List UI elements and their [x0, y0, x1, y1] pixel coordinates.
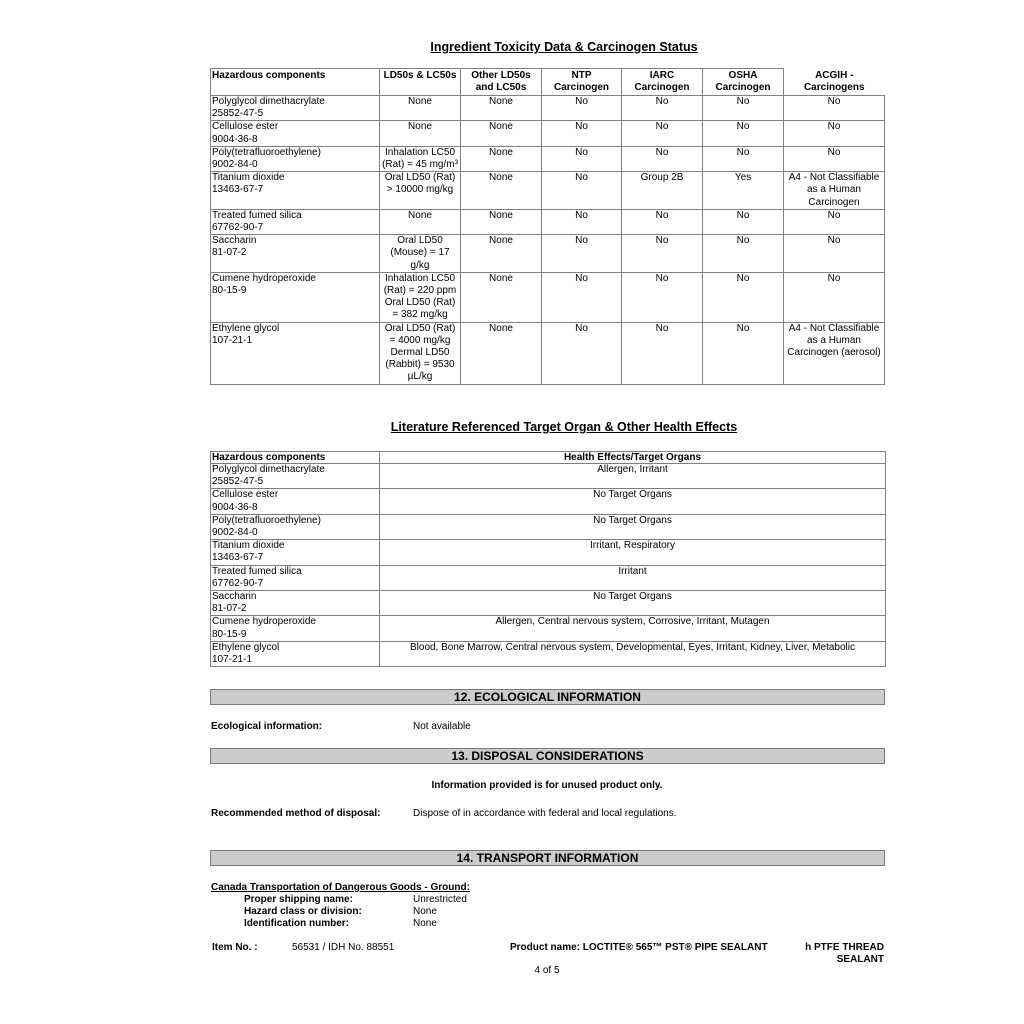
- ntp-cell: No: [542, 96, 622, 121]
- component-cas-number: 81-07-2: [212, 603, 247, 615]
- health-effects-cell: Blood, Bone Marrow, Central nervous system, Developmental, Eyes, Irritant, Kidney, Liver, Metabolic: [380, 641, 886, 666]
- component-cell: [211, 565, 380, 590]
- other-ld50-cell: None: [461, 209, 542, 234]
- health-effects-cell: Irritant: [380, 565, 886, 590]
- component-cas-number: 107-21-1: [212, 654, 253, 666]
- footer-product-name: Product name: LOCTITE® 565™ PST® PIPE SEALANT: [510, 942, 768, 953]
- component-cell: [211, 464, 380, 489]
- toxicity-table-row: [211, 209, 885, 234]
- component-cell: [211, 121, 380, 146]
- component-name: Ethylene glycol: [212, 322, 280, 334]
- component-cell: [211, 514, 380, 539]
- ld50-cell: None: [380, 121, 461, 146]
- health-effects-cell: No Target Organs: [380, 489, 886, 514]
- ntp-cell: No: [542, 322, 622, 384]
- component-cas-number: 80-15-9: [212, 285, 247, 297]
- health-table-row: [211, 540, 886, 565]
- health-table-row: [211, 591, 886, 616]
- health-effects-cell: Allergen, Irritant: [380, 464, 886, 489]
- toxicity-table-row: [211, 96, 885, 121]
- iarc-cell: Group 2B: [622, 172, 703, 210]
- component-name: Treated fumed silica: [212, 209, 302, 221]
- component-cell: [211, 272, 380, 322]
- toxicity-section-title: Ingredient Toxicity Data & Carcinogen Status: [430, 40, 698, 54]
- component-cell: [211, 591, 380, 616]
- health-section-title: Literature Referenced Target Organ & Other Health Effects: [390, 420, 738, 434]
- health-table-row: [211, 565, 886, 590]
- footer-item-value: 56531 / IDH No. 88551: [292, 942, 395, 953]
- ld50-cell: Oral LD50 (Rat) = 4000 mg/kg Dermal LD50 (Rabbit) = 9530 µL/kg: [380, 322, 461, 384]
- component-name: Polyglycol dimethacrylate: [212, 464, 325, 475]
- component-cell: [211, 641, 380, 666]
- other-ld50-cell: None: [461, 146, 542, 171]
- section-heading-ecological: 12. ECOLOGICAL INFORMATION: [210, 689, 885, 705]
- osha-cell: Yes: [703, 172, 784, 210]
- component-cell: [211, 489, 380, 514]
- health-table-row: [211, 641, 886, 666]
- disposal-method-label: Recommended method of disposal:: [211, 808, 381, 819]
- component-name: Ethylene glycol: [212, 641, 280, 653]
- iarc-cell: No: [622, 272, 703, 322]
- health-table-row: [211, 489, 886, 514]
- osha-cell: No: [703, 96, 784, 121]
- component-name: Polyglycol dimethacrylate: [212, 96, 325, 107]
- footer-product-suffix-2: SEALANT: [836, 954, 884, 965]
- col-header-components: Hazardous components: [211, 69, 380, 96]
- ld50-cell: None: [380, 209, 461, 234]
- health-effects-cell: Allergen, Central nervous system, Corrosive, Irritant, Mutagen: [380, 616, 886, 641]
- iarc-cell: No: [622, 121, 703, 146]
- shipping-name-label: Proper shipping name:: [244, 894, 353, 905]
- osha-cell: No: [703, 146, 784, 171]
- identification-number-label: Identification number:: [244, 918, 349, 929]
- ld50-cell: Inhalation LC50 (Rat) = 45 mg/m³: [380, 146, 461, 171]
- acgih-cell: No: [784, 272, 885, 322]
- component-name: Treated fumed silica: [212, 565, 302, 577]
- health-effects-cell: Irritant, Respiratory: [380, 540, 886, 565]
- toxicity-table-row: [211, 272, 885, 322]
- ntp-cell: No: [542, 172, 622, 210]
- component-cell: [211, 209, 380, 234]
- col-header-health-effects: Health Effects/Target Organs: [380, 452, 886, 464]
- other-ld50-cell: None: [461, 172, 542, 210]
- health-effects-cell: No Target Organs: [380, 514, 886, 539]
- component-cas-number: 13463-67-7: [212, 552, 264, 564]
- acgih-cell: A4 - Not Classifiable as a Human Carcinogen: [784, 172, 885, 210]
- col-header-components: Hazardous components: [211, 452, 380, 464]
- acgih-cell: No: [784, 121, 885, 146]
- footer-item-label: Item No. :: [212, 942, 258, 953]
- component-cas-number: 80-15-9: [212, 628, 247, 640]
- ntp-cell: No: [542, 209, 622, 234]
- component-cell: [211, 172, 380, 210]
- component-cell: [211, 235, 380, 273]
- component-name: Cumene hydroperoxide: [212, 272, 316, 284]
- component-name: Cellulose ester: [212, 121, 279, 133]
- health-effects-cell: No Target Organs: [380, 591, 886, 616]
- ld50-cell: Oral LD50 (Mouse) = 17 g/kg: [380, 235, 461, 273]
- col-header-acgih: ACGIH - Carcinogens: [784, 69, 885, 96]
- osha-cell: No: [703, 322, 784, 384]
- health-table-row: [211, 464, 886, 489]
- toxicity-table-row: [211, 121, 885, 146]
- other-ld50-cell: None: [461, 235, 542, 273]
- other-ld50-cell: None: [461, 96, 542, 121]
- component-cell: [211, 146, 380, 171]
- acgih-cell: No: [784, 209, 885, 234]
- ntp-cell: No: [542, 146, 622, 171]
- component-cell: [211, 96, 380, 121]
- component-cas-number: 25852-47-5: [212, 476, 264, 488]
- ld50-cell: None: [380, 96, 461, 121]
- component-name: Cellulose ester: [212, 489, 279, 501]
- component-cas-number: 107-21-1: [212, 334, 253, 346]
- hazard-class-label: Hazard class or division:: [244, 906, 362, 917]
- shipping-name-value: Unrestricted: [413, 894, 467, 905]
- acgih-cell: No: [784, 96, 885, 121]
- acgih-cell: A4 - Not Classifiable as a Human Carcinogen (aerosol): [784, 322, 885, 384]
- toxicity-table-row: [211, 235, 885, 273]
- osha-cell: No: [703, 235, 784, 273]
- component-cell: [211, 322, 380, 384]
- toxicity-table-row: [211, 146, 885, 171]
- osha-cell: No: [703, 121, 784, 146]
- hazard-class-value: None: [413, 906, 437, 917]
- identification-number-value: None: [413, 918, 437, 929]
- component-cas-number: 25852-47-5: [212, 108, 264, 120]
- toxicity-table-header: [211, 69, 885, 96]
- col-header-iarc: IARC Carcinogen: [622, 69, 703, 96]
- disposal-note: Information provided is for unused product only.: [431, 780, 663, 791]
- component-cas-number: 9004-36-8: [212, 501, 258, 513]
- disposal-method-value: Dispose of in accordance with federal and local regulations.: [413, 808, 677, 819]
- page-number: 4 of 5: [534, 965, 560, 976]
- toxicity-table-row: [211, 172, 885, 210]
- component-cas-number: 67762-90-7: [212, 222, 264, 234]
- col-header-ntp: NTP Carcinogen: [542, 69, 622, 96]
- col-header-osha: OSHA Carcinogen: [703, 69, 784, 96]
- other-ld50-cell: None: [461, 272, 542, 322]
- ntp-cell: No: [542, 272, 622, 322]
- iarc-cell: No: [622, 209, 703, 234]
- osha-cell: No: [703, 209, 784, 234]
- iarc-cell: No: [622, 96, 703, 121]
- col-header-ld50: LD50s & LC50s: [380, 69, 461, 96]
- toxicity-table: [210, 68, 885, 385]
- ntp-cell: No: [542, 235, 622, 273]
- ld50-cell: Inhalation LC50 (Rat) = 220 ppm Oral LD50 (Rat) = 382 mg/kg: [380, 272, 461, 322]
- acgih-cell: No: [784, 146, 885, 171]
- acgih-cell: No: [784, 235, 885, 273]
- component-cas-number: 9004-36-8: [212, 133, 258, 145]
- osha-cell: No: [703, 272, 784, 322]
- other-ld50-cell: None: [461, 121, 542, 146]
- component-name: Titanium dioxide: [212, 172, 285, 184]
- iarc-cell: No: [622, 235, 703, 273]
- component-cas-number: 9002-84-0: [212, 527, 258, 539]
- other-ld50-cell: None: [461, 322, 542, 384]
- component-name: Poly(tetrafluoroethylene): [212, 146, 321, 158]
- health-effects-table: [210, 451, 886, 667]
- component-cas-number: 9002-84-0: [212, 159, 258, 171]
- component-name: Saccharin: [212, 591, 257, 603]
- toxicity-table-row: [211, 322, 885, 384]
- component-cell: [211, 540, 380, 565]
- transport-subheading: Canada Transportation of Dangerous Goods - Ground:: [211, 882, 470, 893]
- ecological-info-label: Ecological information:: [211, 721, 323, 732]
- section-heading-disposal: 13. DISPOSAL CONSIDERATIONS: [210, 748, 885, 764]
- ld50-cell: Oral LD50 (Rat) > 10000 mg/kg: [380, 172, 461, 210]
- iarc-cell: No: [622, 146, 703, 171]
- component-name: Saccharin: [212, 235, 257, 247]
- ecological-info-value: Not available: [413, 721, 471, 732]
- component-name: Poly(tetrafluoroethylene): [212, 514, 321, 526]
- component-cas-number: 81-07-2: [212, 247, 247, 259]
- component-name: Titanium dioxide: [212, 540, 285, 552]
- component-name: Cumene hydroperoxide: [212, 616, 316, 628]
- health-table-row: [211, 616, 886, 641]
- component-cas-number: 13463-67-7: [212, 184, 264, 196]
- component-cas-number: 67762-90-7: [212, 577, 264, 589]
- section-heading-transport: 14. TRANSPORT INFORMATION: [210, 850, 885, 866]
- col-header-other-ld50: Other LD50s and LC50s: [461, 69, 542, 96]
- health-table-row: [211, 514, 886, 539]
- footer-product-suffix-1: h PTFE THREAD: [805, 942, 884, 953]
- health-table-header: [211, 452, 886, 464]
- iarc-cell: No: [622, 322, 703, 384]
- ntp-cell: No: [542, 121, 622, 146]
- component-cell: [211, 616, 380, 641]
